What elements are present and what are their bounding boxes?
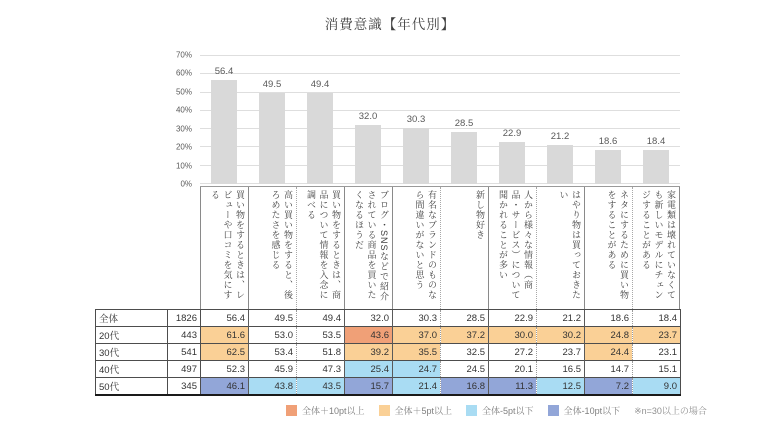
bar <box>643 150 669 184</box>
category-label: 高い買い物をすると、後ろめたさを感じる <box>248 187 296 309</box>
table-cell: 15.1 <box>633 361 681 378</box>
y-axis-label: 40% <box>175 105 192 115</box>
table-cell: 30.0 <box>489 327 537 344</box>
legend-note: ※n=30以上の場合 <box>634 406 707 416</box>
category-label: ネタにするために買い物をすることがある <box>584 187 632 309</box>
category-label: 買い物をするときは、商品について情報を入念に調べる <box>296 187 344 309</box>
bar-column <box>584 55 632 184</box>
table-cell: 53.4 <box>249 344 297 361</box>
bar-value-label: 49.4 <box>310 79 330 90</box>
bar-column <box>440 55 488 184</box>
category-axis <box>200 186 680 309</box>
table-cell: 37.2 <box>441 327 489 344</box>
legend-label: 全体＋5pt以上 <box>394 406 453 416</box>
bar-series <box>200 55 680 184</box>
table-cell: 43.5 <box>297 378 345 396</box>
table-cell: 28.5 <box>441 310 489 327</box>
table-cell: 7.2 <box>585 378 633 396</box>
table-cell: 30.3 <box>393 310 441 327</box>
bar-column <box>344 55 392 184</box>
bar <box>451 132 477 185</box>
legend-label: 全体＋10pt以上 <box>302 406 365 416</box>
bar-column <box>296 55 344 184</box>
table-cell: 24.4 <box>585 344 633 361</box>
table-cell: 23.7 <box>537 344 585 361</box>
table-cell: 11.3 <box>489 378 537 396</box>
row-n: 1826 <box>168 310 201 327</box>
table-cell: 24.8 <box>585 327 633 344</box>
table-cell: 18.6 <box>585 310 633 327</box>
bar <box>307 93 333 184</box>
table-cell: 30.2 <box>537 327 585 344</box>
table-row <box>96 310 681 327</box>
legend-item <box>466 404 534 417</box>
table-cell: 49.5 <box>249 310 297 327</box>
bar <box>355 125 381 184</box>
legend-label: 全体-5pt以下 <box>482 406 534 416</box>
bar <box>499 142 525 184</box>
table-cell: 51.8 <box>297 344 345 361</box>
legend-swatch <box>548 405 559 416</box>
bar-column <box>536 55 584 184</box>
table-cell: 21.2 <box>537 310 585 327</box>
legend-swatch <box>286 405 297 416</box>
legend <box>286 404 707 417</box>
bar <box>595 150 621 184</box>
row-n: 497 <box>168 361 201 378</box>
table-cell: 53.5 <box>297 327 345 344</box>
row-label: 50代 <box>96 378 168 396</box>
table-cell: 27.2 <box>489 344 537 361</box>
table-row <box>96 344 681 361</box>
table-cell: 12.5 <box>537 378 585 396</box>
y-axis-label: 70% <box>175 50 192 60</box>
table-cell: 20.1 <box>489 361 537 378</box>
legend-swatch <box>466 405 477 416</box>
category-label: 有名なブランドのものなら間違いがないと思う <box>392 187 440 309</box>
bar-column <box>632 55 680 184</box>
table-cell: 52.3 <box>201 361 249 378</box>
row-n: 541 <box>168 344 201 361</box>
bar-value-label: 28.5 <box>454 117 474 129</box>
legend-item <box>286 404 365 417</box>
bar-value-label: 18.6 <box>598 135 618 147</box>
bar-column <box>248 55 296 184</box>
table-cell: 37.0 <box>393 327 441 344</box>
category-label: 買い物をするときは、レビューや口コミを気にする <box>200 187 248 309</box>
y-axis-label: 60% <box>175 68 192 78</box>
table-cell: 61.6 <box>201 327 249 344</box>
bar-value-label: 21.2 <box>550 130 570 142</box>
table-cell: 35.5 <box>393 344 441 361</box>
table-cell: 15.7 <box>345 378 393 396</box>
table-cell: 16.8 <box>441 378 489 396</box>
bar <box>211 80 237 184</box>
table-cell: 21.4 <box>393 378 441 396</box>
bar <box>547 145 573 184</box>
category-label: 人から様々な情報（商品・サービス）について聞かれることが多い <box>488 187 536 309</box>
table-cell: 24.7 <box>393 361 441 378</box>
category-label: ブログ・SNSなどで紹介されている商品を買いたくなるほうだ <box>344 187 392 309</box>
row-label: 全体 <box>96 310 168 327</box>
row-label: 20代 <box>96 327 168 344</box>
table-cell: 23.7 <box>633 327 681 344</box>
table-cell: 25.4 <box>345 361 393 378</box>
table-cell: 43.6 <box>345 327 393 344</box>
data-table <box>95 309 681 396</box>
legend-label: 全体-10pt以下 <box>563 406 621 416</box>
table-cell: 18.4 <box>633 310 681 327</box>
bar <box>403 128 429 184</box>
table-row <box>96 327 681 344</box>
bar-value-label: 56.4 <box>214 66 234 78</box>
table-cell: 24.5 <box>441 361 489 378</box>
table-row <box>96 378 681 396</box>
bar-value-label: 18.4 <box>646 136 666 148</box>
table-cell: 32.0 <box>345 310 393 327</box>
category-label: はやり物は買っておきたい <box>536 187 584 309</box>
legend-swatch <box>379 405 390 416</box>
category-label: 新し物好き <box>440 187 488 309</box>
table-cell: 22.9 <box>489 310 537 327</box>
y-axis-label: 20% <box>175 142 192 152</box>
bar-value-label: 49.5 <box>262 78 282 90</box>
table-cell: 45.9 <box>249 361 297 378</box>
y-axis-label: 50% <box>175 87 192 97</box>
y-axis <box>158 50 196 189</box>
row-label: 30代 <box>96 344 168 361</box>
table-row <box>96 361 681 378</box>
bar-column <box>488 55 536 184</box>
table-cell: 43.8 <box>249 378 297 396</box>
table-cell: 46.1 <box>201 378 249 396</box>
bar-value-label: 32.0 <box>358 111 378 122</box>
page-title: 消費意識【年代別】 <box>324 17 456 32</box>
bar-column <box>392 55 440 184</box>
bar-value-label: 30.3 <box>406 114 426 126</box>
row-n: 345 <box>168 378 201 396</box>
table-cell: 56.4 <box>201 310 249 327</box>
table-cell: 39.2 <box>345 344 393 361</box>
bar-value-label: 22.9 <box>502 127 522 139</box>
legend-item <box>379 404 453 417</box>
table-cell: 53.0 <box>249 327 297 344</box>
bar-column <box>200 55 248 184</box>
y-axis-label: 30% <box>175 124 192 134</box>
y-axis-label: 0% <box>180 179 192 189</box>
table-cell: 14.7 <box>585 361 633 378</box>
category-label: 家電類は壊れていなくても新しいモデルにチェンジすることがある <box>632 187 680 309</box>
legend-item <box>548 404 621 417</box>
row-n: 443 <box>168 327 201 344</box>
table-cell: 16.5 <box>537 361 585 378</box>
bar <box>259 93 285 184</box>
table-cell: 23.1 <box>633 344 681 361</box>
row-label: 40代 <box>96 361 168 378</box>
table-cell: 32.5 <box>441 344 489 361</box>
y-axis-label: 10% <box>175 161 192 171</box>
table-body <box>96 310 681 396</box>
table-cell: 62.5 <box>201 344 249 361</box>
table-cell: 47.3 <box>297 361 345 378</box>
table-cell: 49.4 <box>297 310 345 327</box>
table-cell: 9.0 <box>633 378 681 396</box>
